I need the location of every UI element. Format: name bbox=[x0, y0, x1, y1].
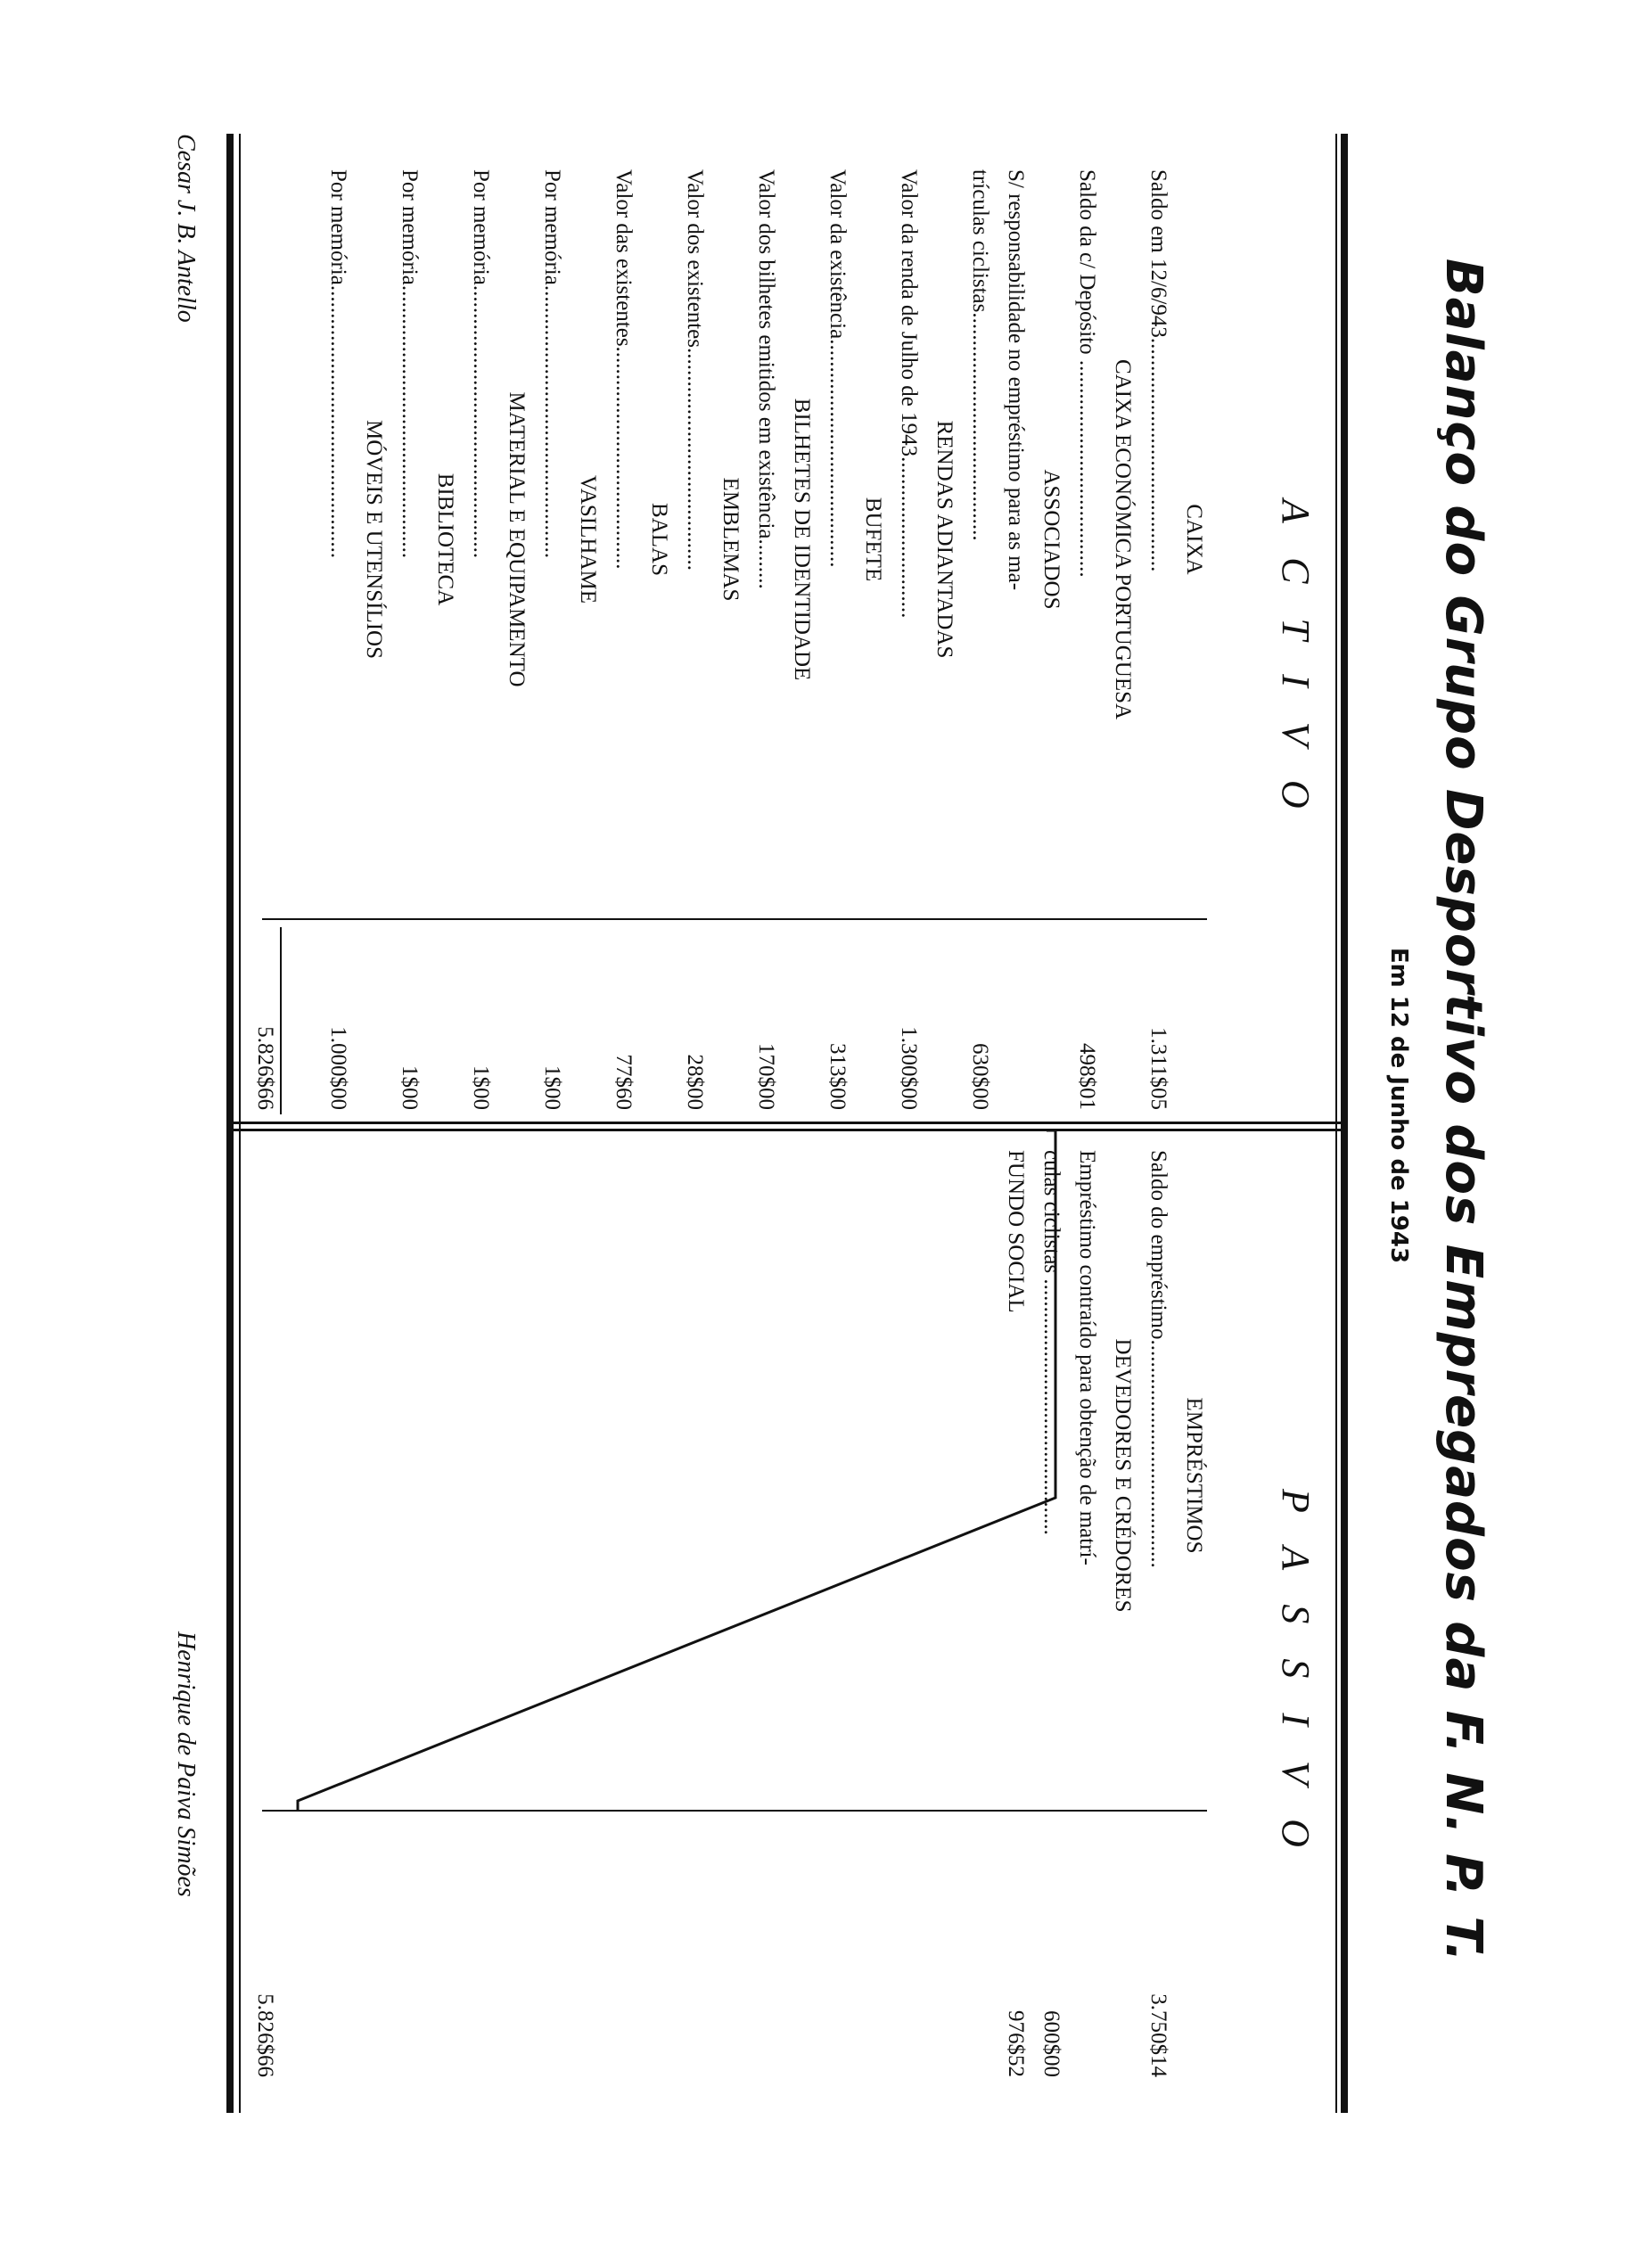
document-title: Balanço do Grupo Desportivo dos Empregados da F. N. P. T. bbox=[1434, 259, 1492, 1963]
activo-row-label: RENDAS ADIANTADAS bbox=[932, 420, 957, 659]
activo-row-label: S/ responsabilidade no empréstimo para as ma- bbox=[1004, 169, 1028, 591]
passivo-row-label: EMPRÉSTIMOS bbox=[1182, 1397, 1206, 1554]
activo-row-label: Por memória................................................. bbox=[326, 169, 350, 559]
activo-row-label: Saldo em 12/6/943.......................................... bbox=[1146, 169, 1170, 572]
activo-row-label: ASSOCIADOS bbox=[1039, 469, 1063, 610]
signature-right: Henrique de Paiva Simões bbox=[172, 1631, 200, 1897]
activo-row-label: Valor dos existentes........................................ bbox=[683, 169, 707, 571]
signature-left: Cesar J. B. Antello bbox=[172, 134, 200, 323]
activo-row-label: BUFETE bbox=[861, 497, 885, 582]
activo-row-label: Valor dos bilhetes emitidos em existência......... bbox=[754, 169, 778, 589]
activo-heading: A C T I V O bbox=[1274, 499, 1318, 821]
passivo-total: 5.826$66 bbox=[253, 1993, 277, 2077]
activo-row-label: trículas ciclistas......................................... bbox=[968, 169, 992, 541]
activo-row-amount: 1$00 bbox=[398, 1065, 422, 1110]
activo-row-label: BIBLIOTECA bbox=[433, 472, 457, 606]
activo-row-amount: 1.000$00 bbox=[326, 1026, 350, 1110]
passivo-row-label: Saldo do empréstimo......................................... bbox=[1146, 1150, 1170, 1568]
activo-row-label: Saldo da c/ Depósito ....................................... bbox=[1075, 169, 1099, 578]
activo-row-amount: 28$00 bbox=[683, 1054, 707, 1110]
activo-row-label: MATERIAL E EQUIPAMENTO bbox=[505, 391, 529, 687]
activo-row-amount: 313$00 bbox=[825, 1043, 850, 1110]
activo-row-label: CAIXA bbox=[1182, 504, 1206, 575]
passivo-row-label: FUNDO SOCIAL bbox=[1004, 1150, 1028, 1313]
passivo-row-amount: 3.750$14 bbox=[1146, 1993, 1170, 2077]
activo-row-label: EMBLEMAS bbox=[719, 477, 743, 602]
passivo-row-amount: 976$52 bbox=[1004, 2010, 1028, 2077]
activo-row-label: Valor das existentes........................................ bbox=[612, 169, 636, 570]
activo-row-label: VASILHAME bbox=[576, 475, 600, 604]
activo-row-amount: 498$01 bbox=[1075, 1043, 1099, 1110]
activo-row-amount: 170$00 bbox=[754, 1043, 778, 1110]
activo-row-label: MÓVEIS E UTENSÍLIOS bbox=[362, 419, 386, 660]
activo-row-label: Valor da existência......................................... bbox=[825, 169, 850, 568]
activo-row-amount: 1$00 bbox=[469, 1065, 493, 1110]
document-subtitle: Em 12 de Junho de 1943 bbox=[1385, 947, 1412, 1264]
activo-row-amount: 1$00 bbox=[540, 1065, 564, 1110]
activo-row-label: Por memória................................................. bbox=[540, 169, 564, 559]
activo-row-label: BILHETES DE IDENTIDADE bbox=[790, 398, 814, 681]
activo-total: 5.826$66 bbox=[253, 1026, 277, 1110]
activo-row-amount: 1.300$00 bbox=[897, 1026, 921, 1110]
activo-row-label: BALAS bbox=[647, 503, 671, 576]
activo-row-amount: 77$60 bbox=[612, 1054, 636, 1110]
activo-row-label: Por memória................................................. bbox=[469, 169, 493, 559]
activo-row-label: Por memória................................................. bbox=[398, 169, 422, 559]
passivo-row-label: culas ciclistas .............................................. bbox=[1039, 1150, 1063, 1535]
passivo-row-label: Empréstimo contraído para obtenção de matrí- bbox=[1075, 1150, 1099, 1565]
activo-row-label: CAIXA ECONÓMICA PORTUGUESA bbox=[1111, 358, 1135, 720]
passivo-heading: P A S S I V O bbox=[1274, 1489, 1318, 1860]
activo-row-label: Valor da renda de Julho de 1943............................. bbox=[897, 169, 921, 619]
activo-row-amount: 1.311$05 bbox=[1146, 1027, 1170, 1110]
passivo-row-amount: 600$00 bbox=[1039, 2010, 1063, 2077]
activo-row-amount: 630$00 bbox=[968, 1043, 992, 1110]
passivo-row-label: DEVEDORES E CRÉDORES bbox=[1111, 1338, 1135, 1613]
